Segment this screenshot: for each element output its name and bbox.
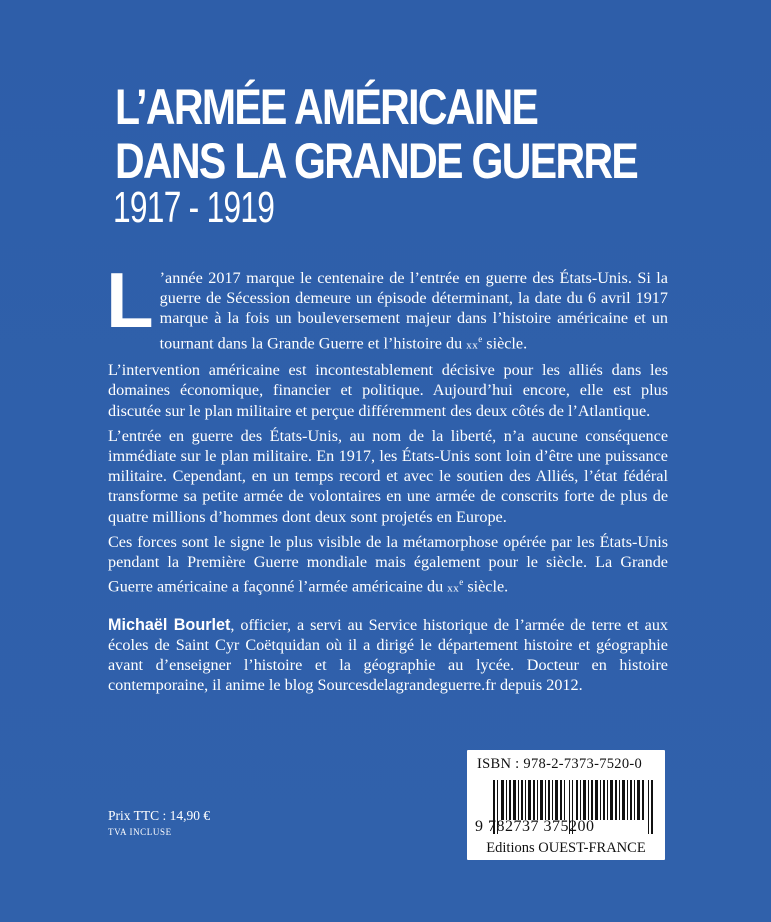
author-bio <box>108 615 668 696</box>
drop-cap: L <box>106 256 154 344</box>
price-label: Prix TTC : 14,90 € <box>108 808 211 823</box>
blurb-text <box>106 256 669 701</box>
paragraph-3: L’entrée en guerre des États-Unis, au nom de la liberté, n’a aucune conséquence immédiate sur le plan militaire. En 1917, les États-Unis sont loin d’être une puissance militaire. Cependant, en un temps record et avec le soutien des Alliés, l’état fédéral transforme sa petite armée de volontaires en une armée de conscrits forte de plus de quatre millions d’hommes dont deux sont projetés en Europe. <box>108 426 668 526</box>
author-bio-text: , officier, a servi au Service historique de l’armée de terre et aux écoles de Saint Cyr Coëtquidan où il a dirigé le département histoire et géographie avant d’enseigner l’histoire et la géographie au lycée. Docteur en histoire contemporaine, il anime le blog Sourcesdelagrandeguerre.fr depuis 2012. <box>108 615 669 695</box>
title-years: 1917 - 1919 <box>113 183 275 232</box>
barcode-digits: 9 782737 375200 <box>475 818 595 835</box>
century-numeral: xx <box>447 582 460 595</box>
title-line-2: DANS LA GRANDE GUERRE <box>115 133 638 189</box>
century-numeral: xx <box>466 339 479 351</box>
book-title <box>115 79 638 189</box>
title-line-1: L’ARMÉE AMÉRICAINE <box>115 79 538 135</box>
paragraph-1 <box>106 256 668 355</box>
paragraph-1-text-a: ’année 2017 marque le centenaire de l’entrée en guerre des États-Unis. Si la guerre de Sécession demeure un épisode déterminant, la date du 6 avril 1917 marque à la fois un bouleversement majeur dans l’histoire américaine et un tournant dans la Grande Guerre et l’histoire du <box>159 269 668 352</box>
century-superscript: e <box>459 577 464 588</box>
publisher-name: Editions OUEST-FRANCE <box>486 840 646 856</box>
tax-note: TVA INCLUSE <box>108 827 172 837</box>
isbn-barcode-box <box>467 750 665 860</box>
century-superscript: e <box>478 333 483 344</box>
paragraph-4-text-b: siècle. <box>463 577 509 596</box>
author-name: Michaël Bourlet <box>108 615 231 634</box>
paragraph-4-text-a: Ces forces sont le signe le plus visible de la métamorphose opérée par les États-Unis pendant la Première Guerre mondiale mais également pour le siècle. La Grande Guerre américaine a façonné l’armée américaine du <box>108 532 668 596</box>
isbn-number: ISBN : 978-2-7373-7520-0 <box>477 756 643 772</box>
paragraph-4 <box>108 532 668 599</box>
paragraph-1-text-b: siècle. <box>482 334 528 352</box>
paragraph-2: L’intervention américaine est incontestablement décisive pour les alliés dans les domaines économique, financier et politique. Aujourd’hui encore, elle est plus discutée sur le plan militaire et perçue différemment des deux côtés de l’Atlantique. <box>108 361 668 420</box>
